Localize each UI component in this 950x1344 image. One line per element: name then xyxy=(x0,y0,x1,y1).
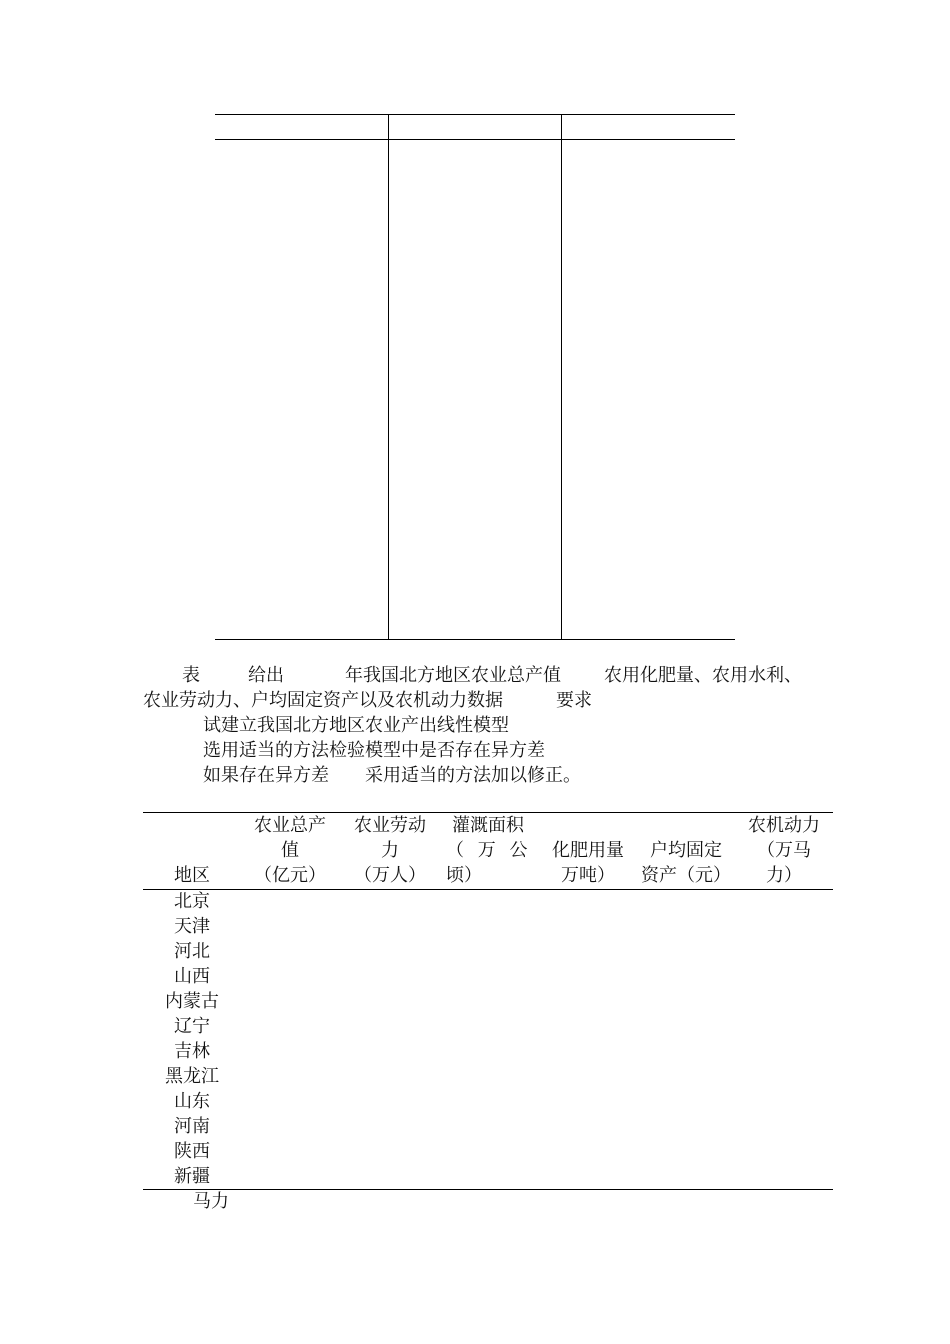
region-row: 吉林 xyxy=(174,1041,210,1062)
region-row: 河北 xyxy=(174,941,210,962)
top-table-rule-bottom xyxy=(215,639,735,640)
header-irrigation-line2: （ 万 公 xyxy=(446,840,532,861)
para-line1-part1: 表 xyxy=(182,665,200,686)
region-row: 辽宁 xyxy=(174,1016,210,1037)
top-table-divider-2 xyxy=(561,114,562,640)
header-assets-line1: 户均固定 xyxy=(650,840,722,861)
region-row: 河南 xyxy=(174,1116,210,1137)
header-output-line2: 值 xyxy=(281,840,299,861)
region-row: 山西 xyxy=(174,966,210,987)
region-row: 北京 xyxy=(174,891,210,912)
para-line1-part3: 年我国北方地区农业总产值 xyxy=(345,665,561,686)
region-row: 天津 xyxy=(174,916,210,937)
header-labor-line3: （万人） xyxy=(354,865,426,886)
top-table-rule-header xyxy=(215,139,735,140)
top-table-rule-top xyxy=(215,114,735,115)
footnote: 马力 xyxy=(193,1191,229,1212)
top-table-divider-1 xyxy=(388,114,389,640)
region-row: 内蒙古 xyxy=(165,991,219,1012)
task-item-3a: 如果存在异方差 xyxy=(203,765,329,786)
para-line2-part2: 要求 xyxy=(556,690,592,711)
header-assets-line2: 资产（元） xyxy=(641,865,731,886)
header-machinery-line2: （万马 xyxy=(757,840,811,861)
header-irrigation-line3: 顷） xyxy=(446,865,482,886)
header-output-line3: （亿元） xyxy=(254,865,326,886)
region-row: 山东 xyxy=(174,1091,210,1112)
data-table-rule-header xyxy=(143,889,833,890)
header-labor-line2: 力 xyxy=(381,840,399,861)
header-machinery-line1: 农机动力 xyxy=(748,815,820,836)
task-item-3b: 采用适当的方法加以修正。 xyxy=(365,765,581,786)
para-line1-part2: 给出 xyxy=(248,665,284,686)
task-item-2: 选用适当的方法检验模型中是否存在异方差 xyxy=(203,740,545,761)
header-irrigation-line1: 灌溉面积 xyxy=(452,815,524,836)
para-line1-part4: 农用化肥量、农用水利、 xyxy=(604,665,802,686)
region-row: 新疆 xyxy=(174,1166,210,1187)
header-output-line1: 农业总产 xyxy=(254,815,326,836)
region-row: 黑龙江 xyxy=(165,1066,219,1087)
header-fertilizer-line1: 化肥用量 xyxy=(552,840,624,861)
data-table-rule-top xyxy=(143,812,833,813)
header-machinery-line3: 力） xyxy=(766,865,802,886)
header-region: 地区 xyxy=(174,865,210,886)
task-item-1: 试建立我国北方地区农业产出线性模型 xyxy=(203,715,509,736)
region-row: 陕西 xyxy=(174,1141,210,1162)
data-table-rule-bottom xyxy=(143,1189,833,1190)
header-fertilizer-line2: 万吨） xyxy=(561,865,615,886)
para-line2-part1: 农业劳动力、户均固定资产以及农机动力数据 xyxy=(143,690,503,711)
header-labor-line1: 农业劳动 xyxy=(354,815,426,836)
